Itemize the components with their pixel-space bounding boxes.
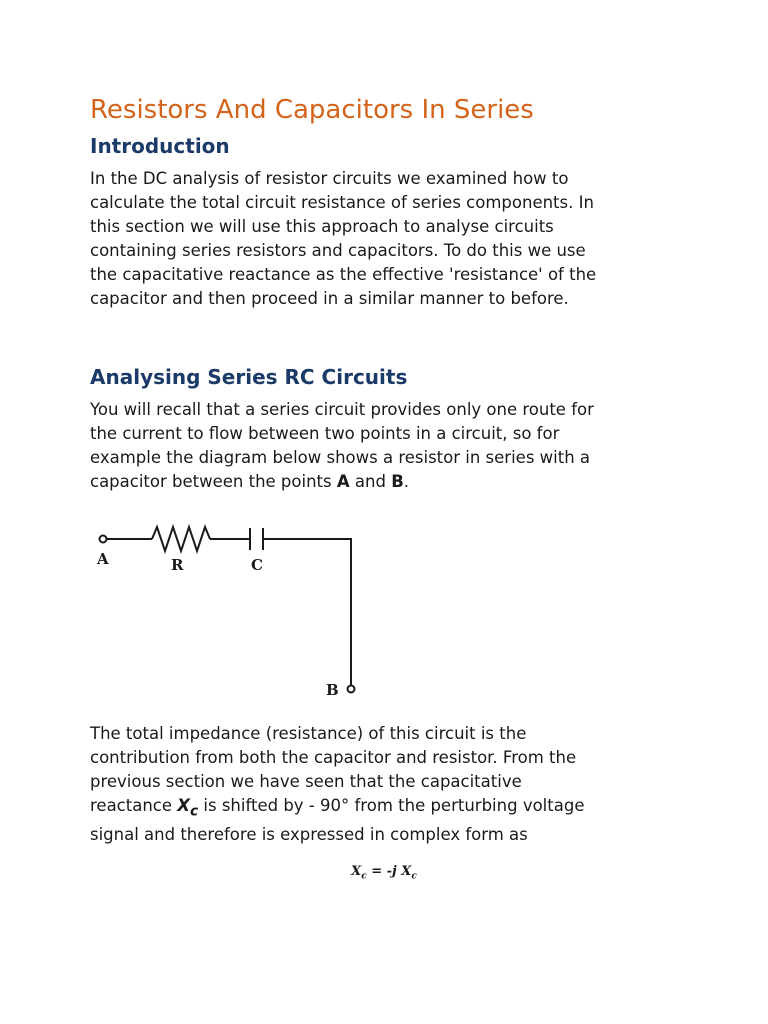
paragraph-line: the current to flow between two points in a circuit, so for [90, 424, 560, 443]
text-fragment: reactance [90, 796, 178, 815]
paragraph-line: this section we will use this approach to analyse circuits [90, 217, 554, 236]
equation-subscript: c [411, 871, 417, 882]
circuit-label-r: R [171, 556, 184, 574]
paragraph-line: capacitor and then proceed in a similar manner to before. [90, 289, 569, 308]
paragraph-line: the capacitative reactance as the effective 'resistance' of the [90, 265, 597, 284]
resistor-symbol [152, 527, 210, 551]
paragraph-line: signal and therefore is expressed in complex form as [90, 825, 528, 845]
equation-term: X [401, 864, 412, 879]
circuit-label-a: A [97, 550, 109, 568]
point-a-label: A [336, 472, 350, 491]
wire-capacitor-to-b [263, 539, 351, 685]
point-b-label: B [391, 472, 404, 491]
paragraph-line: example the diagram below shows a resistor in series with a [90, 448, 591, 467]
paragraph-line: containing series resistors and capacitors. To do this we use [90, 241, 586, 260]
terminal-a [100, 536, 107, 543]
series-rc-heading: Analysing Series RC Circuits [90, 365, 408, 389]
text-fragment: capacitor between the points [90, 472, 337, 491]
circuit-label-c: C [251, 556, 263, 574]
introduction-heading: Introduction [90, 134, 230, 158]
terminal-b [348, 686, 355, 693]
page-title: Resistors And Capacitors In Series [90, 95, 534, 125]
reactance-subscript: c [190, 803, 199, 820]
paragraph-line: In the DC analysis of resistor circuits we examined how to [90, 169, 569, 188]
paragraph-line: calculate the total circuit resistance of series components. In [90, 193, 594, 212]
text-fragment: is shifted by - 90° from the perturbing voltage [198, 796, 585, 815]
equation-term: X [351, 864, 362, 879]
text-fragment: . [403, 472, 410, 491]
reactance-symbol: X [177, 796, 190, 815]
impedance-paragraph [90, 722, 670, 847]
equation-subscript: c [361, 871, 367, 882]
paragraph-line [90, 794, 670, 823]
paragraph-line: You will recall that a series circuit provides only one route for [90, 400, 594, 419]
equation-operator: = -j [366, 864, 402, 879]
paragraph-line: contribution from both the capacitor and resistor. From the [90, 748, 577, 767]
paragraph-line: previous section we have seen that the capacitative [90, 772, 522, 791]
reactance-equation [0, 864, 768, 882]
paragraph-line: The total impedance (resistance) of this circuit is the [90, 724, 527, 743]
circuit-label-b: B [326, 681, 339, 699]
text-fragment: and [349, 472, 392, 491]
